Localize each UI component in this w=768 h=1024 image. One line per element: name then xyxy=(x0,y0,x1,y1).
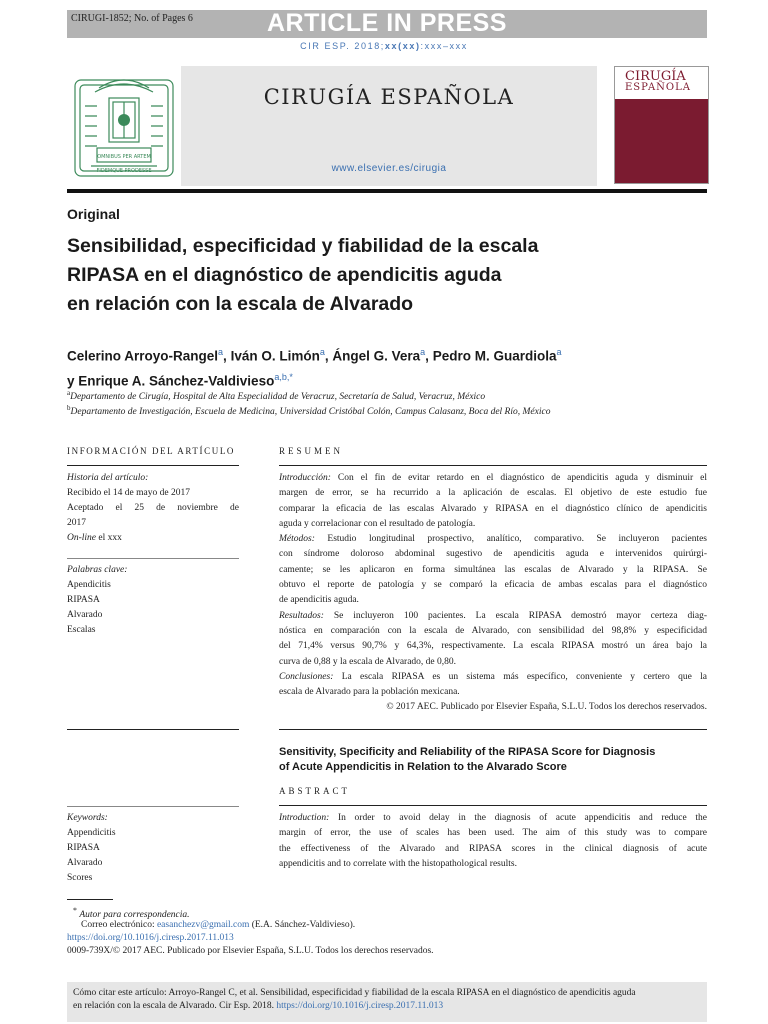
article-title-line: en relación con la escala de Alvarado xyxy=(67,293,414,315)
resumen-text: Con el fin de evitar retardo en el diagnóstico de apendicitis aguda y disminuir el xyxy=(337,473,708,483)
keyword-en: Scores xyxy=(67,873,93,883)
methods-label: Métodos: xyxy=(279,534,315,545)
resumen-rule xyxy=(279,465,707,466)
resumen-line: aguda y correlacionar con el resultado de patología. xyxy=(279,518,476,529)
keywords-divider xyxy=(67,558,239,559)
cover-subtitle: ESPAÑOLA xyxy=(625,82,691,93)
association-logo xyxy=(67,66,181,186)
resumen-line: obtuvo el reporte de patología y se comparó la eficacia de ambas escalas para el diagnóstico xyxy=(279,580,707,591)
author-name[interactable]: Pedro M. Guardiola xyxy=(432,348,557,364)
resumen-end-rule xyxy=(279,729,707,730)
author-affiliation-mark[interactable]: a xyxy=(420,347,426,357)
author-affiliation-mark[interactable]: a,b,* xyxy=(274,371,293,382)
cover-title: CIRUGÍA xyxy=(625,69,686,84)
corresponding-mark: * xyxy=(73,906,77,915)
author-separator: , xyxy=(425,348,433,364)
abstract-rule xyxy=(279,805,707,806)
resumen-line xyxy=(279,471,707,486)
left-abstract-rule xyxy=(67,729,239,730)
keyword: Alvarado xyxy=(67,610,103,620)
resumen-line: escala de Alvarado para la población mexicana. xyxy=(279,687,460,698)
article-id: CIRUGI-1852; No. of Pages 6 xyxy=(71,13,193,24)
keywords-en xyxy=(67,811,239,886)
resumen-line: curva de 0,88 y la escala de Alvarado, de 0,80. xyxy=(279,656,457,667)
keyword: Apendicitis xyxy=(67,580,111,590)
online-value: el xxx xyxy=(96,533,122,543)
author-affiliation-mark[interactable]: a xyxy=(556,347,562,357)
affiliation-a xyxy=(67,389,727,402)
resumen-line: margen de error, se ha recurrido a la aplicación de escalas. El objetivo de este estudio fue xyxy=(279,488,707,499)
author-affiliation-mark[interactable]: a xyxy=(218,347,224,357)
email-link[interactable]: easanchezv@gmail.com xyxy=(156,920,250,930)
article-info-heading: INFORMACIÓN DEL ARTÍCULO xyxy=(67,446,236,456)
resumen-text: Se incluyeron 100 pacientes. La escala RIPASA demostró mayor certeza diag- xyxy=(333,610,707,621)
conclusions-label: Conclusiones: xyxy=(279,671,334,682)
journal-cover-thumbnail xyxy=(614,66,709,184)
affiliation-mark: b xyxy=(67,404,71,412)
journal-name: CIRUGÍA ESPAÑOLA xyxy=(263,85,515,109)
resumen-line: comparar la eficacia de las escalas Alvarado y RIPASA en el diagnóstico clínico de apendicitis xyxy=(279,503,707,514)
english-title xyxy=(279,745,709,775)
resumen-copyright: © 2017 AEC. Publicado por Elsevier España, S.L.U. Todos los derechos reservados. xyxy=(386,702,707,713)
author-name[interactable]: y Enrique A. Sánchez-Valdivieso xyxy=(67,373,275,388)
author-name[interactable]: Iván O. Limón xyxy=(230,348,320,364)
logo-motto-2: FIDEMQUE PRODESSE xyxy=(96,168,152,174)
footnote-rule xyxy=(67,899,113,900)
abstract-text: In order to avoid delay in the diagnosis of acute appendicitis and reduce the xyxy=(337,813,708,823)
cite-line-2-text: en relación con la escala de Alvarado. Cir Esp. 2018. xyxy=(73,1001,277,1011)
online-date xyxy=(67,531,239,546)
resumen-line xyxy=(279,670,707,685)
article-in-press-banner xyxy=(67,10,707,38)
journal-url-link[interactable]: www.elsevier.es/cirugia xyxy=(331,163,447,174)
abstract-line xyxy=(279,811,707,826)
keywords-es xyxy=(67,563,239,638)
affiliation-mark: a xyxy=(67,389,71,397)
article-info-rule xyxy=(67,465,239,466)
article-title-line: Sensibilidad, especificidad y fiabilidad de la escala xyxy=(67,235,539,257)
author-affiliation-mark[interactable]: a xyxy=(319,347,325,357)
citation-prefix: CIR ESP. 2018; xyxy=(300,41,385,51)
article-section-label: Original xyxy=(67,206,120,222)
author-separator: , xyxy=(223,348,231,364)
abstract-line: margin of error, the use of scales has been used. The aim of this study was to compare xyxy=(279,828,707,839)
resumen-line: del 71,4% versus 90,7% y 64,3%, respectivamente. La escala RIPASA mostró un área bajo la xyxy=(279,641,707,652)
cite-line-2 xyxy=(73,1000,701,1013)
keyword-en: RIPASA xyxy=(67,843,100,853)
email-line xyxy=(67,918,721,932)
history-label: Historia del artículo: xyxy=(67,473,149,483)
accepted-date: Aceptado el 25 de noviembre de xyxy=(67,503,239,513)
how-to-cite-text xyxy=(73,987,701,1013)
abstract-heading: ABSTRACT xyxy=(279,786,351,796)
affiliation-text: Departamento de Investigación, Escuela de Medicina, Universidad Cristóbal Colón, Campus Calasanz, Boca del Río, México xyxy=(70,407,551,418)
resumen-line: con síndrome doloroso abdominal sugestivo de apendicitis aguda e intervenidos quirúrgi- xyxy=(279,549,707,560)
resumen-text: Estudio longitudinal prospectivo, analítico, comparativo. Se incluyeron pacientes xyxy=(327,534,708,545)
english-title-line: of Acute Appendicitis in Relation to the Alvarado Score xyxy=(279,761,567,773)
english-title-line: Sensitivity, Specificity and Reliability of the RIPASA Score for Diagnosis xyxy=(279,746,656,758)
email-owner: (E.A. Sánchez-Valdivieso). xyxy=(249,920,356,930)
doi-link[interactable]: https://doi.org/10.1016/j.ciresp.2017.11.013 xyxy=(67,933,234,943)
resumen-body xyxy=(279,471,707,716)
keyword: Escalas xyxy=(67,625,96,635)
abstract-line: the effectiveness of the Alvarado and RIPASA scores in the clinical diagnosis of acute xyxy=(279,843,707,854)
journal-citation-line xyxy=(0,41,768,51)
keyword-en: Appendicitis xyxy=(67,828,116,838)
author-name[interactable]: Ángel G. Vera xyxy=(332,348,421,364)
received-date: Recibido el 14 de mayo de 2017 xyxy=(67,488,190,498)
abstract-line: appendicitis and to correlate with the histopathological results. xyxy=(279,858,517,869)
email-label: Correo electrónico: xyxy=(81,920,157,930)
online-label: On-line xyxy=(67,533,97,543)
author-name[interactable]: Celerino Arroyo-Rangel xyxy=(67,348,219,364)
article-status: ARTICLE IN PRESS xyxy=(267,9,507,37)
article-title xyxy=(67,232,687,319)
keyword: RIPASA xyxy=(67,595,100,605)
author-separator: , xyxy=(324,348,333,364)
issn-line: 0009-739X/© 2017 AEC. Publicado por Elsevier España, S.L.U. Todos los derechos reservados. xyxy=(67,946,434,956)
cite-line-1: Cómo citar este artículo: Arroyo-Rangel C, et al. Sensibilidad, especificidad y fiabilidad de la escala RIPASA en el diagnóstico de apendicitis aguda xyxy=(73,988,636,998)
resumen-line: camente; se les aplicaron en forma simultánea las escalas de Alvarado y la RIPASA. Se xyxy=(279,564,707,575)
citation-volume: xx(xx) xyxy=(384,41,421,51)
citation-pages: :xxx–xxx xyxy=(420,41,468,51)
author-line-2 xyxy=(67,367,707,392)
resumen-line: de apendicitis aguda. xyxy=(279,595,359,606)
keywords-en-divider xyxy=(67,806,239,807)
intro-label: Introducción: xyxy=(279,473,331,483)
article-title-line: RIPASA en el diagnóstico de apendicitis aguda xyxy=(67,264,502,286)
keywords-label: Palabras clave: xyxy=(67,565,128,575)
resumen-line xyxy=(279,609,707,624)
resumen-text: La escala RIPASA es un sistema más específico, conveniente y certero que la xyxy=(341,671,708,682)
journal-header xyxy=(181,66,597,186)
results-label: Resultados: xyxy=(279,610,324,621)
logo-motto-1: OMNIBUS PER ARTEM xyxy=(97,154,151,160)
abstract-body xyxy=(279,811,707,872)
keyword-en: Alvarado xyxy=(67,858,103,868)
how-to-cite-box xyxy=(67,982,707,1022)
article-history xyxy=(67,471,239,546)
resumen-line: nóstica en comparación con la escala de Alvarado, con sensibilidad del 98,8% y especificidad xyxy=(279,625,707,636)
author-line-1 xyxy=(67,342,707,367)
affiliation-b xyxy=(67,404,727,417)
accepted-year: 2017 xyxy=(67,518,86,528)
corresponding-text: Autor para correspondencia. xyxy=(79,910,190,921)
cover-band xyxy=(615,99,708,183)
resumen-heading: RESUMEN xyxy=(279,446,344,456)
cite-doi-link[interactable]: https://doi.org/10.1016/j.ciresp.2017.11.013 xyxy=(276,1001,444,1011)
header-divider xyxy=(67,189,707,193)
keywords-en-label: Keywords: xyxy=(67,813,108,823)
abstract-intro-label: Introduction: xyxy=(279,813,330,823)
affiliation-text: Departamento de Cirugía, Hospital de Alta Especialidad de Veracruz, Secretaría de Salud, Veracruz, México xyxy=(70,392,486,403)
resumen-line xyxy=(279,532,707,547)
author-list xyxy=(67,342,707,391)
